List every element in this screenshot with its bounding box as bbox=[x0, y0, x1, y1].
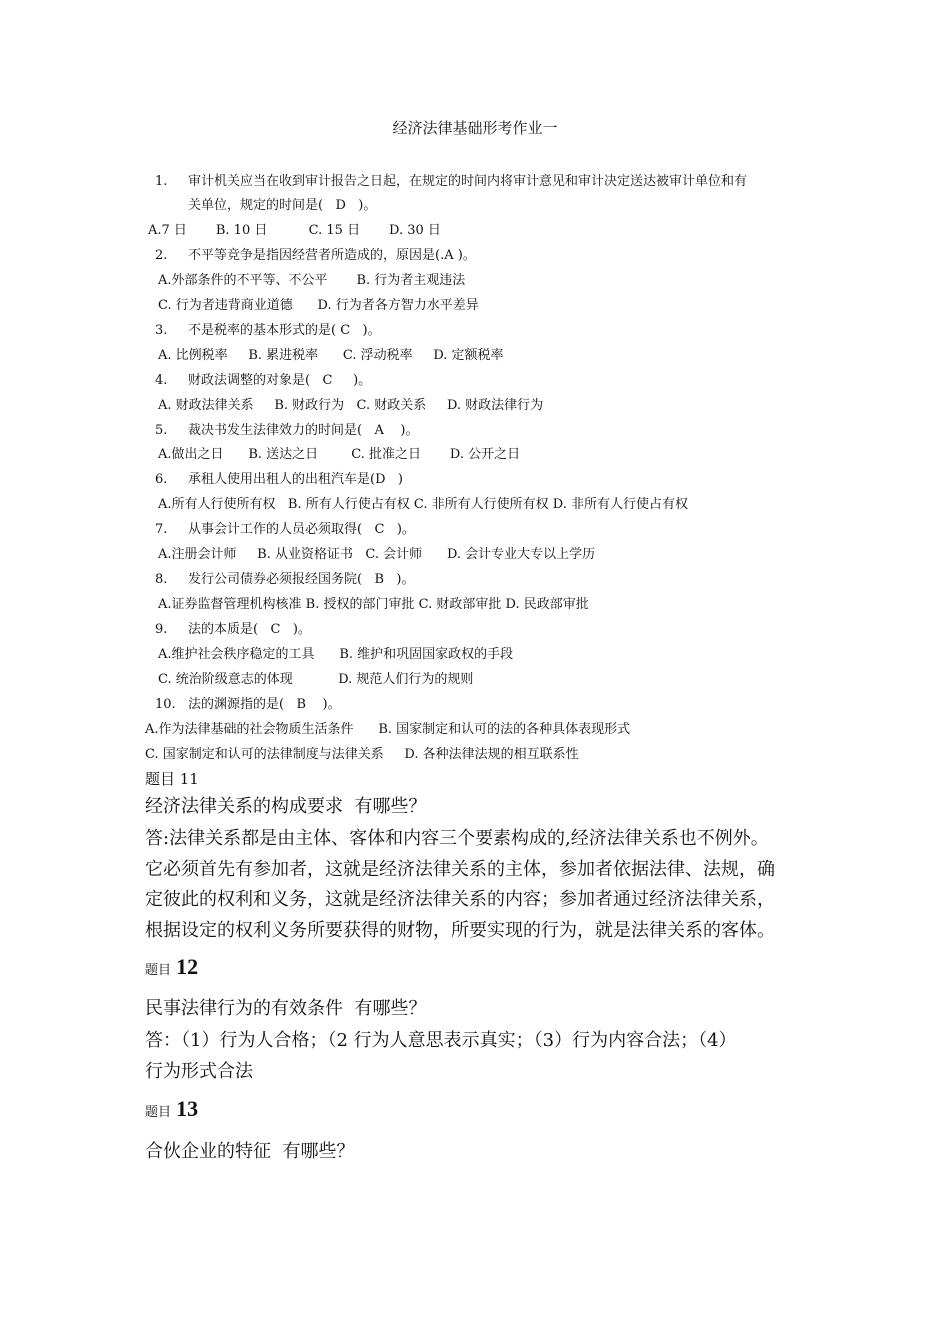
question-6-text: 承租人使用出租人的出租汽车是(D ) bbox=[188, 472, 403, 487]
question-5-number: 5. bbox=[155, 423, 168, 438]
question-10-number: 10. bbox=[155, 697, 176, 712]
question-1-options: A.7 日 B. 10 日 C. 15 日 D. 30 日 bbox=[148, 223, 441, 238]
question-2-options-a: A.外部条件的不平等、不公平 B. 行为者主观违法 bbox=[158, 273, 466, 288]
question-8-number: 8. bbox=[155, 572, 168, 587]
question-11-label: 题目 11 bbox=[145, 770, 199, 788]
question-12-label-text: 题目 bbox=[145, 963, 172, 978]
question-10-options-a: A.作为法律基础的社会物质生活条件 B. 国家制定和认可的法的各种具体表现形式 bbox=[145, 722, 631, 737]
question-2-number: 2. bbox=[155, 248, 168, 263]
question-13-label-text: 题目 bbox=[145, 1105, 172, 1120]
question-5-text: 裁决书发生法律效力的时间是( A )。 bbox=[188, 423, 419, 438]
question-10-options-b: C. 国家制定和认可的法律制度与法律关系 D. 各种法律法规的相互联系性 bbox=[145, 747, 579, 762]
question-13-text: 合伙企业的特征 有哪些？ bbox=[145, 1141, 355, 1162]
question-8-text: 发行公司债券必须报经国务院( B )。 bbox=[188, 572, 415, 587]
question-11-answer-line-1: 答:法律关系都是由主体、客体和内容三个要素构成的,经济法律关系也不例外。 bbox=[145, 828, 769, 849]
question-7-number: 7. bbox=[155, 522, 168, 537]
question-1-text-cont: 关单位，规定的时间是( D )。 bbox=[188, 198, 377, 213]
question-2-options-b: C. 行为者违背商业道德 D. 行为者各方智力水平差异 bbox=[158, 298, 479, 313]
question-8-options: A.证券监督管理机构核准 B. 授权的部门审批 C. 财政部审批 D. 民政部审批 bbox=[158, 597, 589, 612]
question-11-answer-line-4: 根据设定的权利义务所要获得的财物，所要实现的行为，就是法律关系的客体。 bbox=[145, 920, 775, 941]
question-12-text: 民事法律行为的有效条件 有哪些？ bbox=[145, 998, 427, 1019]
question-12-answer-line-1: 答：（1）行为人合格；（2 行为人意思表示真实；（3）行为内容合法；（4） bbox=[145, 1030, 737, 1051]
question-4-text: 财政法调整的对象是( C )。 bbox=[188, 373, 372, 388]
document-title: 经济法律基础形考作业一 bbox=[392, 119, 558, 137]
question-3-options: A. 比例税率 B. 累进税率 C. 浮动税率 D. 定额税率 bbox=[158, 348, 504, 363]
question-7-options: A.注册会计师 B. 从业资格证书 C. 会计师 D. 会计专业大专以上学历 bbox=[158, 547, 596, 562]
question-1-text: 审计机关应当在收到审计报告之日起，在规定的时间内将审计意见和审计决定送达被审计单位和有 bbox=[188, 174, 748, 189]
question-2-text: 不平等竞争是指因经营者所造成的，原因是(.A )。 bbox=[188, 248, 476, 263]
question-12-label-number: 12 bbox=[176, 954, 199, 979]
question-1-number: 1. bbox=[155, 174, 168, 189]
question-4-options: A. 财政法律关系 B. 财政行为 C. 财政关系 D. 财政法律行为 bbox=[158, 398, 544, 413]
question-13-label bbox=[145, 1096, 198, 1122]
question-12-label bbox=[145, 954, 198, 980]
question-9-number: 9. bbox=[155, 622, 168, 637]
question-7-text: 从事会计工作的人员必须取得( C )。 bbox=[188, 522, 415, 537]
question-11-answer-line-2: 它必须首先有参加者，这就是经济法律关系的主体，参加者依据法律、法规，确 bbox=[145, 859, 775, 880]
question-3-text: 不是税率的基本形式的是( C )。 bbox=[188, 323, 381, 338]
question-6-number: 6. bbox=[155, 472, 168, 487]
question-6-options: A.所有人行使所有权 B. 所有人行使占有权 C. 非所有人行使所有权 D. 非所有人行使占有权 bbox=[158, 497, 688, 512]
question-10-text: 法的渊源指的是( B )。 bbox=[188, 697, 341, 712]
question-5-options: A.做出之日 B. 送达之日 C. 批准之日 D. 公开之日 bbox=[158, 447, 521, 462]
question-3-number: 3. bbox=[155, 323, 168, 338]
question-9-options-a: A.维护社会秩序稳定的工具 B. 维护和巩固国家政权的手段 bbox=[158, 647, 514, 662]
question-12-answer-line-2: 行为形式合法 bbox=[145, 1061, 253, 1082]
question-9-options-b: C. 统治阶级意志的体现 D. 规范人们行为的规则 bbox=[158, 672, 474, 687]
question-4-number: 4. bbox=[155, 373, 168, 388]
question-9-text: 法的本质是( C )。 bbox=[188, 622, 311, 637]
question-11-text: 经济法律关系的构成要求 有哪些？ bbox=[145, 796, 427, 817]
question-11-answer-line-3: 定彼此的权利和义务，这就是经济法律关系的内容；参加者通过经济法律关系， bbox=[145, 889, 775, 910]
question-13-label-number: 13 bbox=[176, 1096, 199, 1121]
